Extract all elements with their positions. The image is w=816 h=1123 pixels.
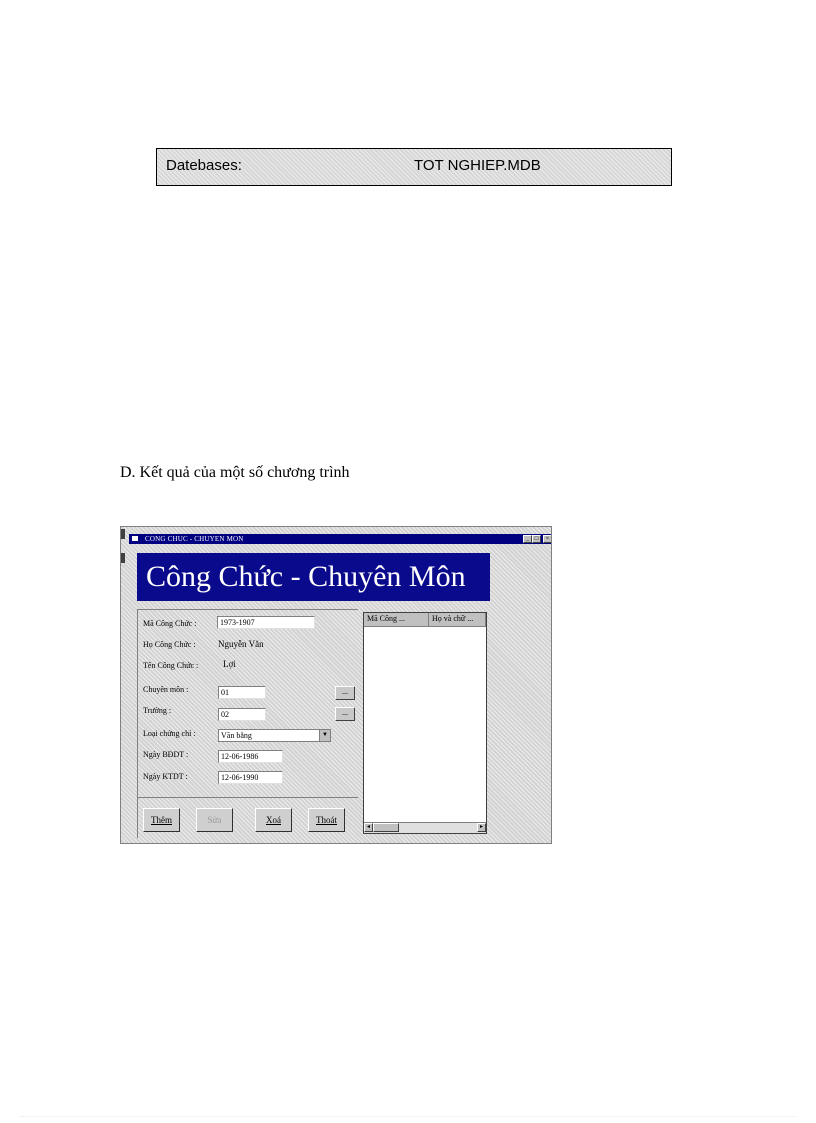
records-grid[interactable] [363,612,487,834]
button-panel [137,797,358,838]
ho-cong-chuc-label: Họ Công Chức : [143,640,196,649]
window-title: CONG CHUC - CHUYEN MON [145,535,244,543]
chuyen-mon-input[interactable]: 01 [218,686,266,699]
horizontal-scrollbar[interactable] [364,822,486,833]
background-window-edge [121,529,125,539]
close-button[interactable]: × [543,535,552,543]
maximize-button[interactable]: □ [532,535,541,543]
app-icon[interactable] [132,536,138,541]
ma-cong-chuc-label: Mã Công Chức : [143,619,197,628]
ngay-bddt-input[interactable]: 12-06-1986 [218,750,283,763]
ngay-ktdt-label: Ngày KTDT : [143,772,188,781]
page-bottom-rule [20,1116,796,1117]
grid-column-ma[interactable]: Mã Công ... [364,613,429,626]
ho-cong-chuc-value: Nguyễn Văn [218,639,264,649]
scroll-thumb[interactable] [373,823,399,832]
database-label: Datebases: [166,157,242,174]
thoat-button[interactable]: Thoát [308,808,345,832]
loai-chung-chi-label: Loại chứng chỉ : [143,729,196,738]
scroll-left-icon[interactable]: ◂ [364,823,373,832]
app-window [120,526,552,844]
database-filename: TOT NGHIEP.MDB [414,157,541,174]
sua-button[interactable]: Sửa [196,808,233,832]
grid-column-ho[interactable]: Họ và chữ ... [429,613,486,626]
background-window-edge-2 [121,553,125,563]
chuyen-mon-browse-button[interactable]: ... [335,686,355,700]
window-titlebar[interactable] [129,534,552,544]
chuyen-mon-label: Chuyên môn : [143,685,189,694]
ngay-ktdt-input[interactable]: 12-06-1990 [218,771,283,784]
truong-browse-button[interactable]: ... [335,707,355,721]
them-button[interactable]: Thêm [143,808,180,832]
minimize-button[interactable]: _ [523,535,532,543]
ten-cong-chuc-value: Lợi [223,659,236,669]
section-heading: D. Kết quả của một số chương trình [120,464,350,481]
form-banner: Công Chức - Chuyên Môn [137,553,490,601]
ten-cong-chuc-label: Tên Công Chức : [143,661,199,670]
loai-chung-chi-select[interactable] [218,729,331,742]
scroll-right-icon[interactable]: ▸ [477,823,486,832]
truong-label: Trường : [143,706,172,715]
ma-cong-chuc-input[interactable]: 1973-1907 [217,616,315,629]
grid-header [364,613,486,627]
form-panel [137,609,358,798]
loai-chung-chi-value: Văn bằng [221,731,252,740]
ngay-bddt-label: Ngày BĐDT : [143,750,189,759]
chevron-down-icon[interactable]: ▼ [319,730,330,741]
xoa-button[interactable]: Xoá [255,808,292,832]
truong-input[interactable]: 02 [218,708,266,721]
database-info-box [156,148,672,186]
